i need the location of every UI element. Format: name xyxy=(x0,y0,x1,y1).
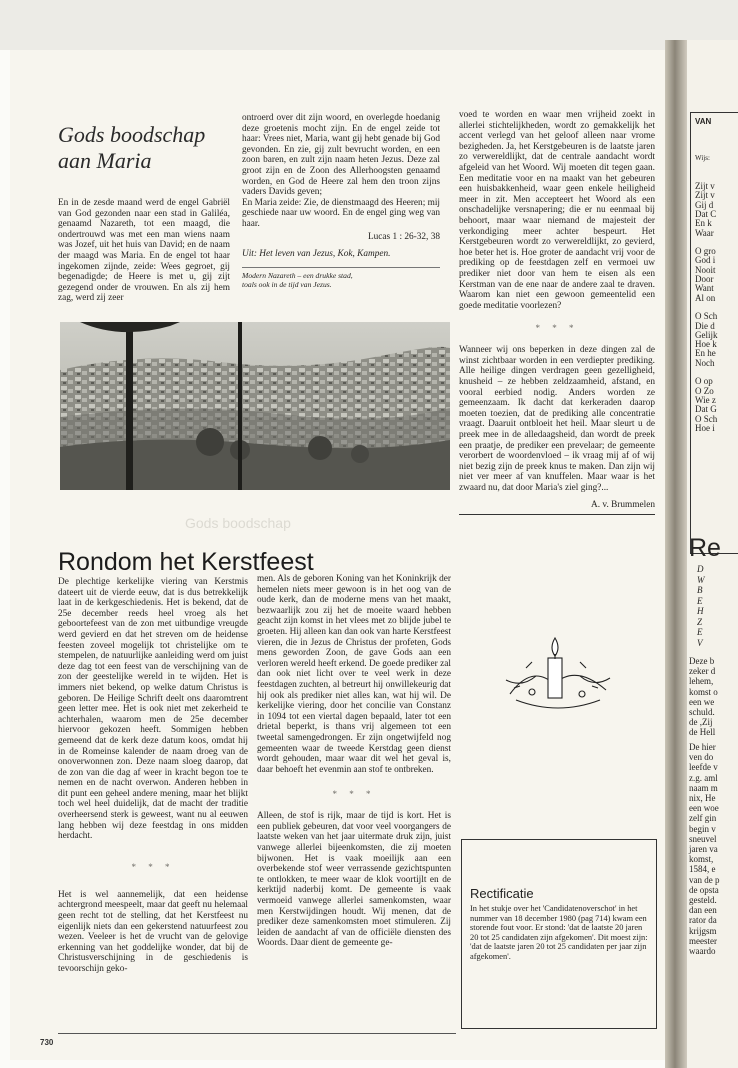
poem-line: O Sch xyxy=(695,311,718,322)
list-line: E xyxy=(697,595,703,606)
list-line: E xyxy=(697,627,703,637)
gods-boodschap-column-2 xyxy=(242,113,440,289)
rondom-col2-text-2: Alleen, de stof is rijk, maar de tijd is kort. Het is een publiek gebeuren, dat voor veel voorgangers de laatste weken van het jaar uitermate druk zijn, juist vanwege allerlei bijeenkomsten, die zij moeten bijwonen. Het is vaak moeilijk aan een overbekende stof weer verrassende gezichtspunten te ontlokken, te meer waar de klok voortijlt en de kerktijd naderbij komt. De gemeente is vaak vermoeid vanwege allerlei samenkomsten, waar men Kerstwijdingen houdt. Wij menen, dat de prediker deze samenkomsten moet stimuleren. Zij leiden de aandacht af van de officiële diensten des Woords. Daar dient de gemeente ge- xyxy=(257,811,451,949)
nazareth-photo xyxy=(60,322,450,490)
poem-line: O Zo xyxy=(695,385,714,396)
para2-line: een woe xyxy=(689,803,719,814)
rectificatie-body: In het stukje over het 'Candidatenoverschot' in het nummer van 18 december 1980 (pag 714) kwam een storende fout voor. Er stond: 'dat de laatste 20 jaren 20 tot 25 candidaten zijn afgekomen'. Dit moest zijn: 'dat de laatste jaren 20 tot 25 candidaten per jaar zijn afgekomen'. xyxy=(470,904,648,961)
article-title-rondom: Rondom het Kerstfeest xyxy=(58,548,314,576)
para1-line: de Hell xyxy=(689,727,716,738)
footer-rule xyxy=(58,1033,456,1034)
para2-line: gesteld. xyxy=(689,895,717,905)
next-page xyxy=(687,40,738,1068)
poem-line: Zijt v xyxy=(695,181,715,191)
scan-top-margin xyxy=(0,0,738,50)
poem-line: O Sch xyxy=(695,413,718,424)
nazareth-landscape-image xyxy=(60,322,450,490)
rondom-col2-text-1: men. Als de geboren Koning van het Koninkrijk der hemelen niets meer gewoon is in het oog van de oude kerk, dan de moderne mens van het maakt, bezwaarlijk zou zij het de moeite waard hebben geacht zijn komst in het vlees met zo blijde jubel te groeten. Hij alleen kan dan ook van harte Kerstfeest vieren, die in Jezus de Christus der profeten, Gods mens geworden Zoon, de gave Gods aan een verloren wereld heeft erkend. De goede prediker zal dan ook niet licht over te veel werk in deze feestdagen zuchten, al betreurt hij onwillekeurig dat hij ook als prediker niet alles kan, wat hij wil. De kerkelijke viering, door het concilie van Constanz in 1094 tot een viertal dagen bepaald, later tot een drietal beperkt, is thans vrij algemeen tot een tweetal samengedrongen. Er zijn ongetwijfeld nog gemeenten waar de tweede Kerstdag geen dienst wordt gehouden, maar waar dit wel het geval is, daar behoeft het evenmin aan stof te ontbreken. xyxy=(257,574,451,775)
para2-line: naam m xyxy=(689,782,718,793)
rectificatie-box xyxy=(461,839,657,1029)
candle-illustration xyxy=(502,624,614,714)
page-number: 730 xyxy=(40,1038,54,1047)
poem-line: En k xyxy=(695,218,712,229)
para2-line: z.g. aml xyxy=(689,772,718,783)
author-signature: A. v. Brummelen xyxy=(591,499,655,510)
column-3-text-1: voed te worden en waar men vrijheid zoekt in allerlei stichtelijkheden, wordt zo gemakkelijk het accent verlegd van het geloof alleen naar vrome bezigheden. Ja, het Kerstgebeuren is de laatste jaren zo verwereldlijkt, dat de centrale aandacht wordt afgeleid van het Woord. Wij moeten dit tegen gaan. Een meditatie voor en na maakt van het gebeuren een huisbakkenheid, waar geen enkele heiligheid meer in zit. Men accepteert het Woord als een onschadelijke versnapering; die er nu eenmaal bij behoort, maar waar niemand de majesteit der verkondiging meer achter bespeurt. Het Kerstgebeuren wordt zo verwereldlijkt, zo gevierd, hoe beter het is. Hoe groter de aandacht vrij voor de prediking op de feestdagen zelf en vermoei uw prediker niet door van hem te eisen als een Kerstman van de ene naar de andere zaal te draven. Waarom kan niet een gewoon gemeentelid een goede meditatie voorlezen? xyxy=(459,110,655,311)
list-line: D xyxy=(697,564,704,574)
column-3-article xyxy=(459,110,655,515)
gods-boodschap-body-2: ontroerd over dit zijn woord, en overlegde hoedanig deze groetenis mocht zijn. En de engel zeide tot haar: Vrees niet, Maria, want gij hebt genade bij God gevonden. En zie, gij zult bevrucht worden, en een zoon baren, en zult zijn naam heten Jezus. Deze zal groot zijn en de Zoon des Allerhoogsten genaamd worden, en God de Heere zal hem den troon zijns vaders Davids geven; xyxy=(242,113,440,198)
article-title-gods-boodschap: Gods boodschap aan Maria xyxy=(58,122,206,173)
poem-line: Nooit xyxy=(695,264,716,275)
para1-line: zeker d xyxy=(689,666,716,677)
list-line: H xyxy=(697,606,704,616)
para2-line: sneuvel xyxy=(689,833,717,844)
rectificatie-title: Rectificatie xyxy=(470,886,534,901)
poem-line: Gelijk xyxy=(695,329,718,340)
para1-line: lehem, xyxy=(689,676,714,687)
photo-caption: Modern Nazareth – een drukke stad, toals ook in de tijd van Jezus. xyxy=(242,270,353,289)
gods-boodschap-body-3: En Maria zeide: Zie, de dienstmaagd des Heeren; mij geschiede naar uw woord. En de engel ging weg van haar. xyxy=(242,197,440,229)
para2-line: meester xyxy=(689,935,717,946)
para2-line: de opsta xyxy=(689,884,719,895)
source-credit: Uit: Het leven van Jezus, Kok, Kampen. xyxy=(242,249,391,260)
para2-line: zelf gin xyxy=(689,813,717,824)
poem-line: Zijt v xyxy=(695,190,715,201)
poem-line: Hoe k xyxy=(695,339,717,350)
gods-boodschap-body-1: En in de zesde maand werd de engel Gabriël van God gezonden naar een stad in Galiléa, genaamd Nazareth, tot een maagd, die ondertrouwd was met een man wiens naam was Jozef, uit het huis van David; en de naam der maagd was Maria. En de engel tot haar ingekomen zijnde, zeide: Wees gegroet, gij begenadigde; de Heere is met u, gij zijt gezegend onder de vrouwen. En als zij hem zag, werd zij zeer xyxy=(58,198,230,304)
para1-line: de ,Zij xyxy=(689,717,713,728)
next-page-poem-box xyxy=(690,112,738,554)
poem-line: Want xyxy=(695,283,714,294)
list-line: Z xyxy=(697,616,703,627)
para2-line: nix, He xyxy=(689,793,716,803)
next-page-box-title: VAN xyxy=(695,117,712,126)
para2-line: krijgsm xyxy=(689,925,717,936)
rondom-column-2 xyxy=(257,574,451,949)
para1-line: Deze b xyxy=(689,656,715,666)
section-separator: * * * xyxy=(332,789,376,800)
bible-reference: Lucas 1 : 26-32, 38 xyxy=(367,231,440,242)
para1-line: een we xyxy=(689,696,715,707)
bleed-through-text: Gods boodschap xyxy=(185,515,291,531)
poem-line: Door xyxy=(695,274,714,284)
poem-line: Hoe i xyxy=(695,422,715,433)
section-separator: * * * xyxy=(535,323,579,334)
para1-line: komst o xyxy=(689,686,718,697)
article-end-rule xyxy=(459,514,655,515)
poem-line: Noch xyxy=(695,357,715,368)
para2-line: begin v xyxy=(689,823,716,834)
section-separator: * * * xyxy=(131,861,175,872)
para2-line: dan een xyxy=(689,905,717,916)
poem-line: O op xyxy=(695,376,713,387)
para2-line: ven do xyxy=(689,752,714,763)
para2-line: waardo xyxy=(689,946,716,956)
poem-line: Gij d xyxy=(695,199,714,210)
poem-line: Dat G xyxy=(695,404,717,415)
poem-line: Wie z xyxy=(695,394,716,405)
poem-line: God i xyxy=(695,255,716,266)
poem-line: En he xyxy=(695,348,716,359)
list-line: W xyxy=(697,574,705,585)
rondom-col1-text-1: De plechtige kerkelijke viering van Kerstmis dateert uit de vierde eeuw, dat is dus betrekkelijk laat in de kerkgeschiedenis. Het is bekend, dat de 25e december reeds heel vroeg als het geboortefeest van de zon met uitbundige vreugde werd gevierd en dat het streven om de heidense feesten zoveel mogelijk tot christelijke om te stempelen, de natuurlijke aanleiding werd om juist deze dag tot een feest van de verschijning van de zon der geestelijke wereld in te wijden. Het is immers niet bekend, op welke datum Christus is geboren. De Heilige Schrift deelt ons daaromtrent geen letter mee. Het is ook niet met zekerheid te achterhalen, waarom men de 25e december hiervoor gekozen heeft. Sommigen hebben gemeend dat de kerk deze datum koos, omdat hij in de Romeinse kalender de naam droeg van de onoverwonnen zon. Deze naam sloeg daarop, dat de zon van die dag af weer in kracht begon toe te nemen en de nacht overwon. Anderen hebben in dit punt een geheel andere mening, maar het blijkt toch wel heel duidelijk, dat de macht der traditie overheersend sterk is geweest, want nu al eeuwen lang hebben wij deze feestdag in ons midden herdacht. xyxy=(58,577,248,842)
rondom-col1-text-2: Het is wel aannemelijk, dat een heidense achtergrond meespeelt, maar dat geeft nu helemaal geen recht tot de stelling, dat het Kerstfeest nu eigenlijk niets dan een gekerstend natuurfeest zou wezen. Veeleer is het de vrucht van de gelovige erkenning van het goddelijke wonder, dat bij de Christusverschijning in de geschiedenis is tevoorschijn geko- xyxy=(58,889,248,974)
para2-line: komst, xyxy=(689,854,714,865)
list-line: B xyxy=(697,585,703,595)
poem-line: Die d xyxy=(695,320,715,331)
poem-line: Al on xyxy=(695,292,716,303)
para2-line: van de p xyxy=(689,874,720,885)
next-page-heading: Re xyxy=(689,534,721,562)
para2-line: De hier xyxy=(689,742,716,752)
list-line: V xyxy=(697,637,703,648)
para2-line: 1584, e xyxy=(689,864,716,875)
book-gutter xyxy=(665,40,687,1068)
poem-line: O gro xyxy=(695,246,716,257)
poem-line: Dat C xyxy=(695,208,717,219)
para2-line: rator da xyxy=(689,915,717,926)
poem-line: Waar xyxy=(695,227,714,238)
next-page-wijs: Wijs: xyxy=(695,154,710,162)
para2-line: leefde v xyxy=(689,762,718,773)
para2-line: jaren va xyxy=(689,844,718,854)
rondom-column-1 xyxy=(58,577,248,975)
caption-divider xyxy=(242,267,440,268)
column-3-text-2: Wanneer wij ons beperken in deze dingen zal de winst zichtbaar worden in een verdiepter prediking. Alle heilige dingen verdragen geen gezelligheid, knusheid – ze hebben zeldzaamheid, afstand, en vooral eerbied nodig. Anders worden ze gemeenzaam. Ik dacht dat kerkeraden daarop moeten toezien, dat de prediking alle concentratie vraagt. Daaruit ontbloeit het heil. Maar sleurt u de preek mee in de alledaagsheid, dan wordt de preek een praatje, de prediker een prevelaar; de gemeente verorbert de woordenvloed – ik vraag mij af of wij niet bezig zijn de preek knus te maken. Dan zijn wij niet ver meer af van knuffelen. Maar waar is het zwaard nu, dat door Maria's ziel ging?... xyxy=(459,345,655,493)
para1-line: schuld. xyxy=(689,707,715,717)
